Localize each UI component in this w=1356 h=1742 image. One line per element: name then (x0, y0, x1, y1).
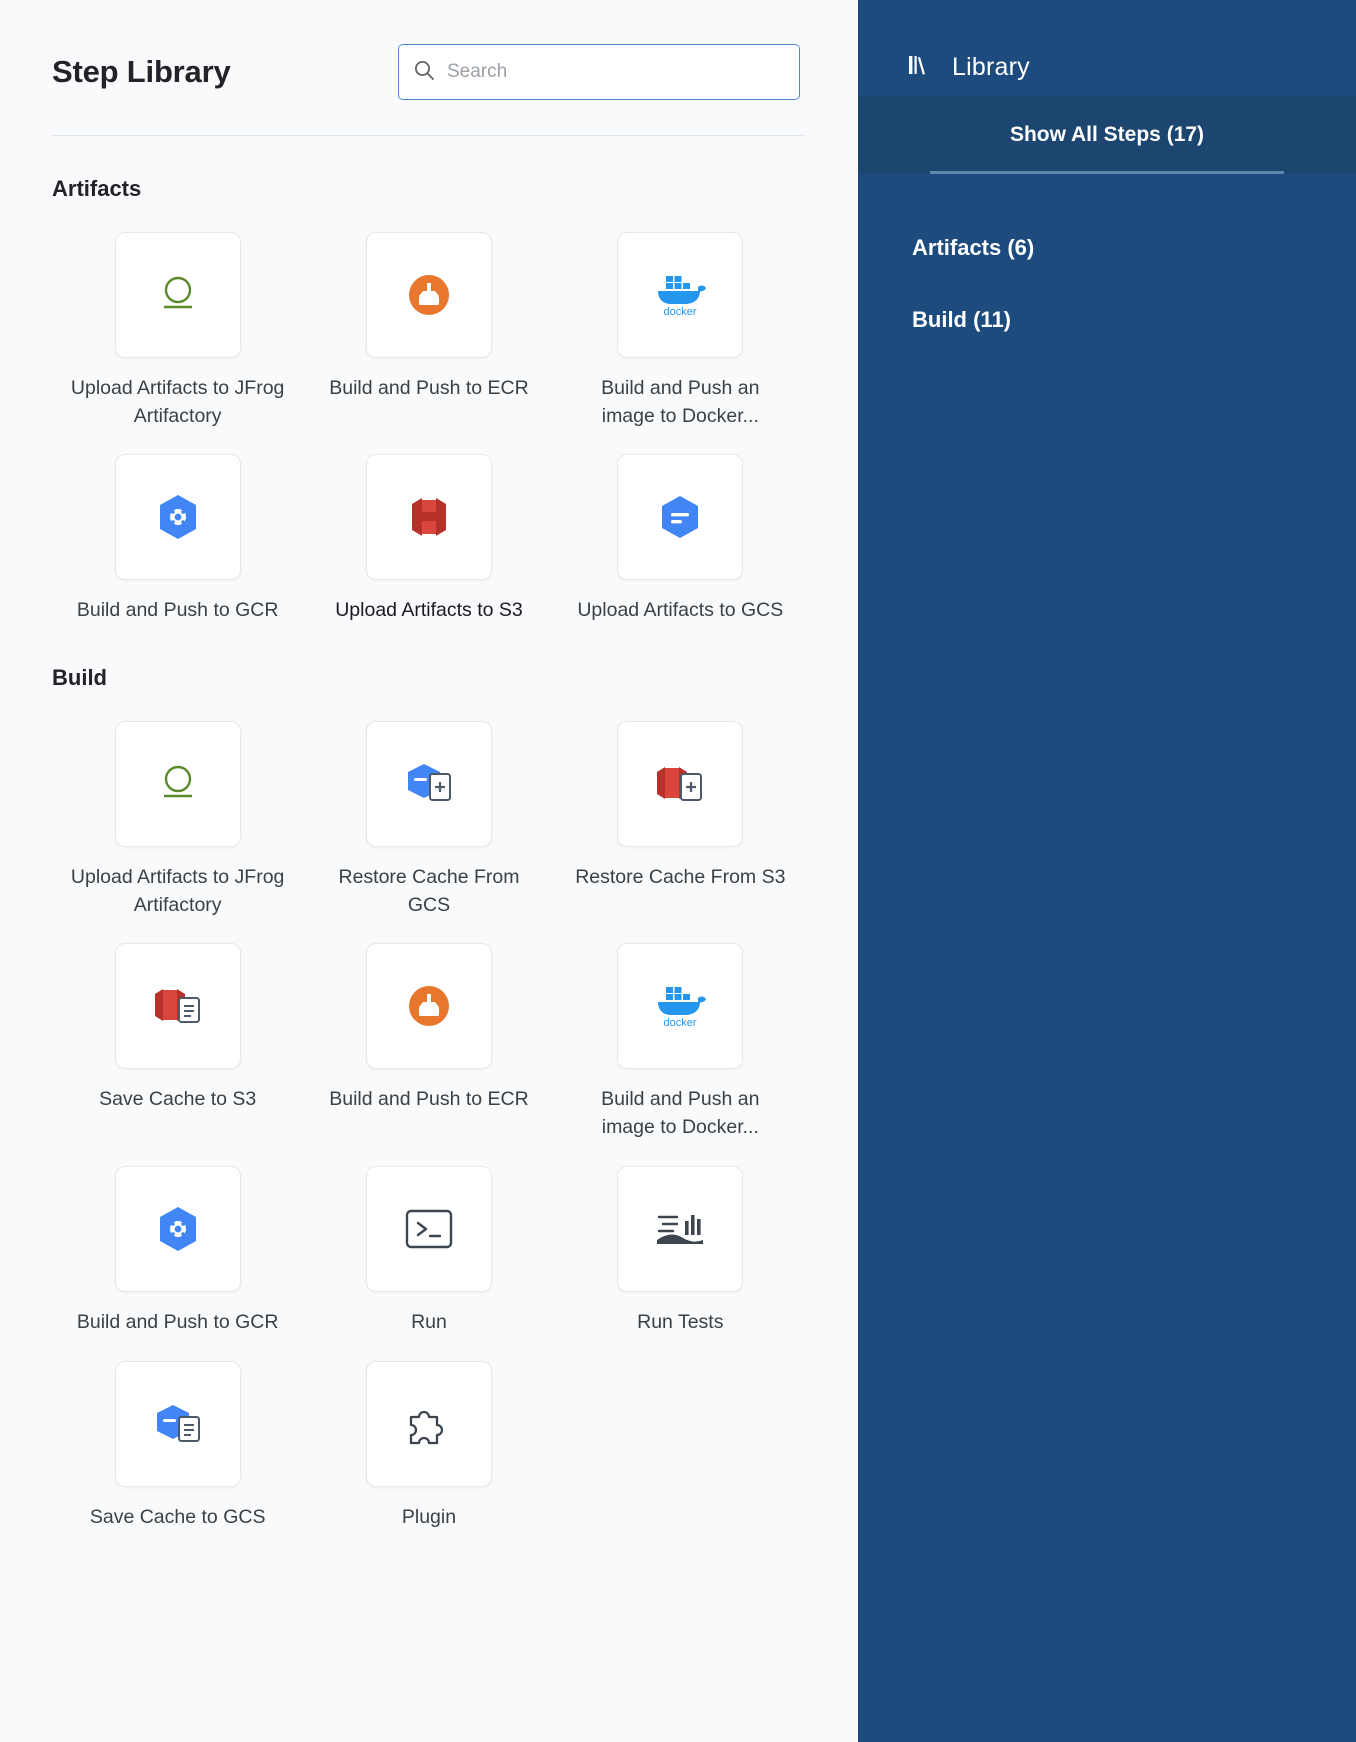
library-header (858, 0, 1356, 96)
section-title-artifacts: Artifacts (52, 176, 142, 201)
save-cache-gcs-icon (149, 1399, 207, 1449)
sidebar-item-label: Build (11) (912, 307, 1012, 332)
gcs-icon (653, 490, 707, 544)
step-tile[interactable] (366, 721, 492, 847)
panel-header (52, 0, 806, 100)
library-category-list (858, 212, 1356, 356)
step-card[interactable] (555, 1146, 806, 1337)
sidebar-item-label: Artifacts (6) (912, 235, 1035, 260)
svg-text:docker: docker (663, 306, 697, 318)
puzzle-icon (404, 1399, 454, 1449)
step-tile[interactable] (115, 454, 241, 580)
gcr-icon (151, 490, 205, 544)
steps-grid-artifacts (52, 212, 806, 625)
s3-icon (402, 490, 456, 544)
step-label: Build and Push to ECR (329, 1088, 529, 1111)
step-tile[interactable] (366, 232, 492, 358)
step-label: Restore Cache From S3 (575, 866, 786, 889)
step-tile[interactable] (366, 1166, 492, 1292)
library-sidebar (858, 0, 1356, 1742)
show-all-steps-label: Show All Steps (17) (1009, 123, 1205, 146)
step-card[interactable] (52, 1341, 303, 1532)
step-tile[interactable] (617, 943, 743, 1069)
step-tile[interactable] (366, 1361, 492, 1487)
restore-cache-s3-icon (651, 758, 709, 810)
ecr-icon (403, 269, 455, 321)
save-cache-s3-icon (149, 980, 207, 1032)
step-label: Restore Cache From GCS (338, 866, 520, 916)
step-tile[interactable] (115, 721, 241, 847)
step-label: Build and Push to ECR (329, 377, 529, 399)
run-tests-icon (651, 1207, 709, 1251)
step-tile[interactable] (115, 232, 241, 358)
step-label: Run Tests (637, 1310, 724, 1333)
jfrog-icon (149, 266, 207, 324)
step-card[interactable] (303, 212, 554, 430)
search-input[interactable] (447, 61, 785, 83)
step-label: Upload Artifacts to JFrog Artifactory (70, 377, 285, 427)
step-label: Run (411, 1310, 447, 1333)
step-label: Plugin (401, 1505, 457, 1528)
docker-icon (648, 271, 712, 319)
steps-grid-build (52, 701, 806, 1531)
step-card[interactable] (303, 701, 554, 919)
step-tile[interactable] (366, 943, 492, 1069)
library-icon (906, 52, 932, 83)
page-title: Step Library (52, 54, 231, 89)
step-label: Build and Push to GCR (76, 1310, 279, 1333)
step-card[interactable] (52, 434, 303, 625)
show-all-steps-tab[interactable] (858, 96, 1356, 174)
step-tile[interactable] (617, 454, 743, 580)
step-card[interactable] (303, 1146, 554, 1337)
docker-icon (648, 982, 712, 1030)
step-label: Upload Artifacts to JFrog Artifactory (70, 866, 285, 916)
gcr-icon (151, 1202, 205, 1256)
restore-cache-gcs-icon (400, 758, 458, 810)
step-card[interactable] (555, 923, 806, 1141)
step-card[interactable] (555, 212, 806, 430)
jfrog-icon (149, 755, 207, 813)
search-icon (413, 59, 435, 86)
step-label: Build and Push an image to Docker... (601, 377, 760, 427)
step-card[interactable] (52, 923, 303, 1141)
step-card[interactable] (303, 434, 554, 625)
step-tile[interactable] (115, 1166, 241, 1292)
step-tile[interactable] (617, 232, 743, 358)
step-tile[interactable] (115, 943, 241, 1069)
step-card[interactable] (303, 1341, 554, 1532)
step-tile[interactable] (617, 721, 743, 847)
sidebar-item-artifacts[interactable] (858, 212, 1356, 284)
step-card[interactable] (52, 1146, 303, 1337)
step-label: Upload Artifacts to GCS (577, 599, 784, 622)
step-label: Build and Push to GCR (76, 599, 279, 622)
search-box[interactable] (398, 44, 800, 100)
step-card[interactable] (555, 434, 806, 625)
step-card[interactable] (52, 701, 303, 919)
step-card[interactable] (555, 701, 806, 919)
step-label: Upload Artifacts to S3 (335, 599, 523, 622)
terminal-icon (402, 1206, 456, 1252)
step-card[interactable] (303, 923, 554, 1141)
header-divider (52, 135, 806, 136)
ecr-icon (403, 980, 455, 1032)
step-tile[interactable] (366, 454, 492, 580)
step-tile[interactable] (115, 1361, 241, 1487)
step-card[interactable] (52, 212, 303, 430)
svg-text:docker: docker (663, 1017, 697, 1030)
step-label: Build and Push an image to Docker... (601, 1088, 760, 1139)
sidebar-item-build[interactable] (858, 284, 1356, 356)
step-tile[interactable] (617, 1166, 743, 1292)
library-title: Library (952, 52, 1030, 81)
step-label: Save Cache to GCS (89, 1505, 266, 1528)
step-label: Save Cache to S3 (99, 1088, 257, 1111)
section-title-build: Build (52, 665, 107, 691)
